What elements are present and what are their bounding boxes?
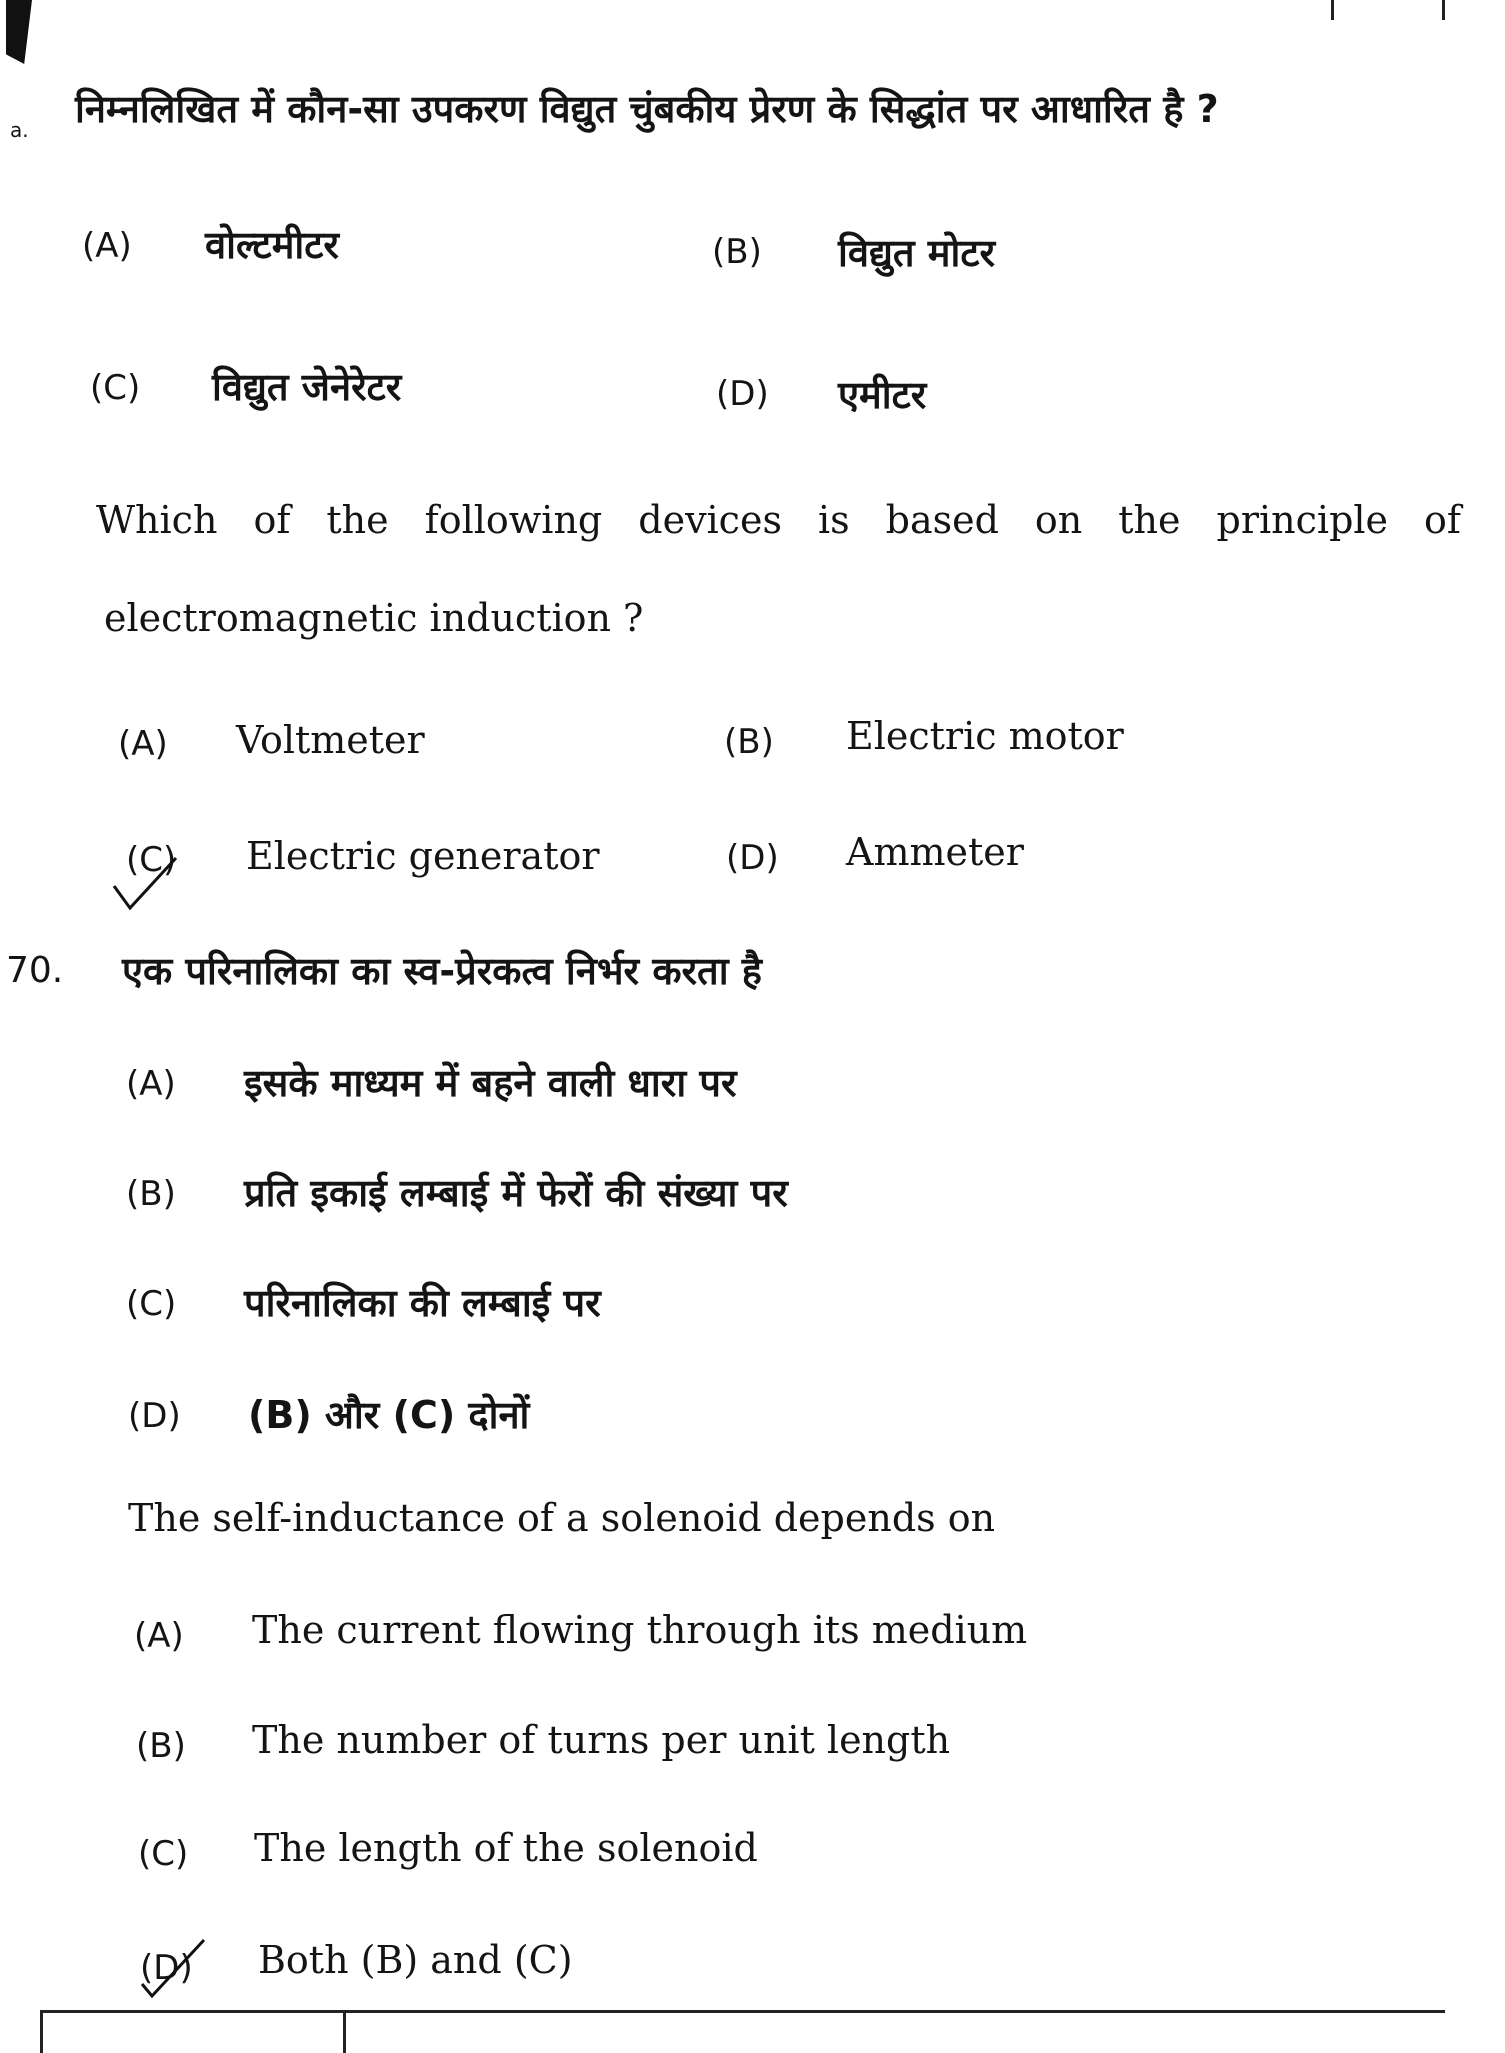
q70-hindi-option-a-label: (A)	[126, 1064, 176, 1104]
q69-hindi-option-c-text: विद्युत जेनेरेटर	[212, 365, 402, 409]
q69-english-option-c-label: (C)	[126, 840, 177, 880]
q70-english-option-a-label: (A)	[134, 1616, 184, 1656]
q69-english-option-a-text: Voltmeter	[236, 718, 425, 762]
q69-english-option-b-text: Electric motor	[846, 714, 1124, 758]
q70-english-option-b-text: The number of turns per unit length	[252, 1718, 951, 1762]
page-footer	[40, 2010, 1445, 2041]
q70-english-option-c-label: (C)	[138, 1834, 189, 1874]
q70-english-option-c-text: The length of the solenoid	[254, 1826, 758, 1870]
q70-english-option-d-label: (D)	[140, 1948, 193, 1988]
q69-english-question-line2: electromagnetic induction ?	[104, 596, 644, 640]
q69-hindi-option-c-label: (C)	[90, 368, 141, 408]
stray-mark: a.	[10, 118, 29, 142]
q70-english-question: The self-inductance of a solenoid depends on	[128, 1496, 996, 1540]
footer-code-box	[40, 2013, 346, 2053]
q70-number: 70.	[6, 950, 64, 991]
q69-hindi-option-a-text: वोल्टमीटर	[205, 223, 339, 267]
q70-hindi-option-a-text: इसके माध्यम में बहने वाली धारा पर	[244, 1061, 737, 1105]
q70-hindi-option-c-label: (C)	[126, 1284, 177, 1324]
q70-hindi-option-d-label: (D)	[128, 1396, 181, 1436]
q69-hindi-option-a-label: (A)	[82, 226, 132, 266]
q70-hindi-option-c-text: परिनालिका की लम्बाई पर	[244, 1281, 601, 1325]
q70-english-option-d-text: Both (B) and (C)	[258, 1938, 573, 1982]
q69-hindi-option-d-label: (D)	[716, 374, 769, 414]
q69-english-option-b-label: (B)	[724, 722, 774, 762]
checkmark-icon	[108, 838, 188, 918]
q69-english-option-a-label: (A)	[118, 724, 168, 764]
q70-hindi-option-b-text: प्रति इकाई लम्बाई में फेरों की संख्या पर	[244, 1171, 788, 1215]
checkmark-icon	[134, 1932, 214, 2002]
corner-ink-mark	[6, 0, 32, 64]
q70-english-option-a-text: The current flowing through its medium	[252, 1608, 1028, 1652]
q70-english-option-b-label: (B)	[136, 1726, 186, 1766]
q70-hindi-option-b-label: (B)	[126, 1174, 176, 1214]
q69-hindi-option-b-text: विद्युत मोटर	[838, 231, 996, 275]
q69-english-option-c-text: Electric generator	[246, 834, 600, 878]
q70-hindi-option-d-text: (B) और (C) दोनों	[248, 1393, 530, 1437]
q70-hindi-question: एक परिनालिका का स्व-प्रेरकत्व निर्भर करता है	[122, 949, 762, 993]
q69-hindi-option-b-label: (B)	[712, 232, 762, 272]
q69-english-question-line1: Which of the following devices is based on the principle of	[96, 498, 1461, 542]
q69-english-option-d-text: Ammeter	[846, 830, 1024, 874]
q69-english-option-d-label: (D)	[726, 838, 779, 878]
q69-hindi-option-d-text: एमीटर	[838, 373, 927, 417]
page-number-bracket	[1331, 0, 1445, 20]
q69-hindi-question: निम्नलिखित में कौन-सा उपकरण विद्युत चुंबकीय प्रेरण के सिद्धांत पर आधारित है ?	[75, 87, 1219, 131]
